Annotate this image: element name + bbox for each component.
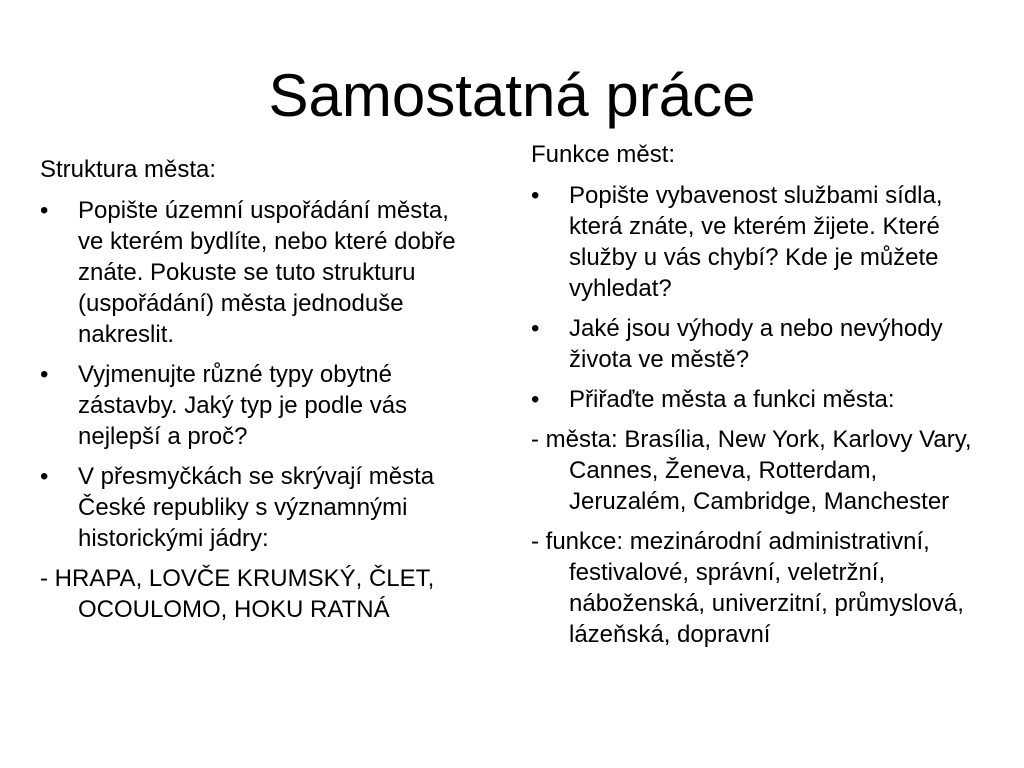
left-bullet-text: Vyjmenujte různé typy obytné zástavby. Jaký typ je podle vás nejlepší a proč? — [78, 361, 408, 450]
left-bullet-text: Popište územní uspořádání města, ve kterém bydlíte, nebo které dobře znáte. Pokuste se tuto strukturu (uspořádání) města jednoduše nakreslit. — [78, 197, 456, 348]
left-column-structure — [40, 154, 480, 634]
bullet-icon: • — [40, 463, 49, 490]
left-bullet-item — [40, 461, 480, 554]
right-bullet-item — [531, 180, 1001, 304]
bullet-icon: • — [40, 361, 49, 388]
slide-title: Samostatná práce — [268, 62, 756, 129]
bullet-icon: • — [531, 315, 540, 342]
anagram-list: - HRAPA, LOVČE KRUMSKÝ, ČLET, OCOULOMO, HOKU RATNÁ — [40, 565, 435, 623]
bullet-icon: • — [531, 386, 540, 413]
right-bullet-list — [531, 180, 1001, 415]
right-column-functions — [531, 139, 1001, 659]
right-bullet-text: Jaké jsou výhody a nebo nevýhody života ve městě? — [569, 315, 943, 373]
bullet-icon: • — [40, 197, 49, 224]
right-bullet-text: Popište vybavenost službami sídla, která znáte, ve kterém žijete. Které služby u vás chybí? Kde je můžete vyhledat? — [569, 182, 943, 302]
right-bullet-item — [531, 384, 1001, 415]
left-heading: Struktura města: — [40, 156, 217, 183]
bullet-icon: • — [531, 182, 540, 209]
right-bullet-item — [531, 313, 1001, 375]
right-heading: Funkce měst: — [531, 141, 676, 168]
left-bullet-item — [40, 195, 480, 350]
left-bullet-item — [40, 359, 480, 452]
left-bullet-text: V přesmyčkách se skrývají města České republiky s významnými historickými jádry: — [78, 463, 435, 552]
functions-list: - funkce: mezinárodní administrativní, festivalové, správní, veletržní, náboženská, univerzitní, průmyslová, lázeňská, dopravní — [531, 528, 964, 648]
cities-list: - města: Brasília, New York, Karlovy Vary, Cannes, Ženeva, Rotterdam, Jeruzalém, Cambridge, Manchester — [531, 426, 972, 515]
left-bullet-list — [40, 195, 480, 554]
right-bullet-text: Přiřaďte města a funkci města: — [569, 386, 895, 413]
